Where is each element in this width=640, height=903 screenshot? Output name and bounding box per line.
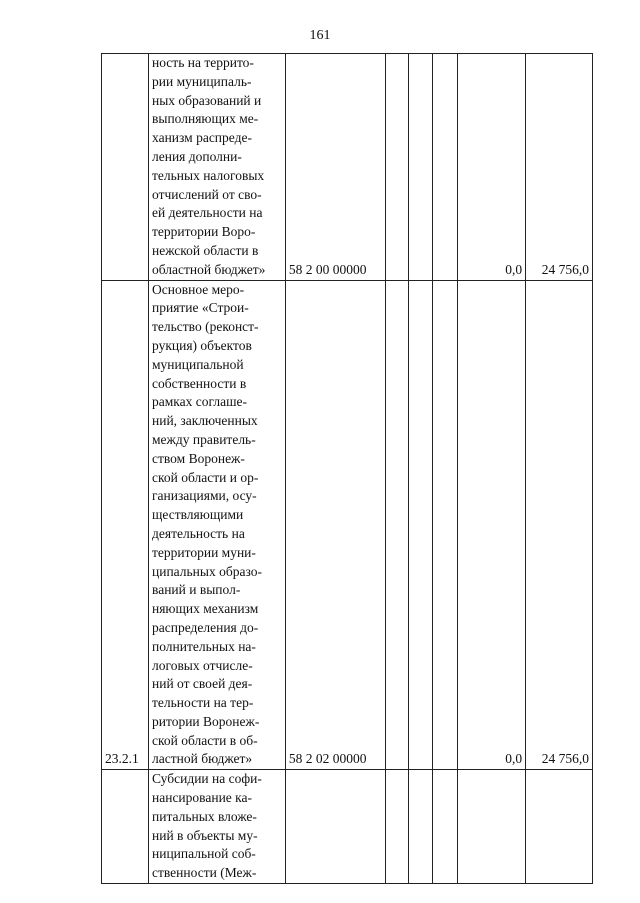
value-cell: 0,0 — [458, 280, 526, 770]
value-cell — [526, 770, 593, 884]
value-cell — [458, 770, 526, 884]
empty-cell — [386, 54, 409, 281]
value-cell: 24 756,0 — [526, 280, 593, 770]
table-row — [102, 54, 593, 281]
row-number-cell — [102, 54, 149, 281]
row-number-cell — [102, 770, 149, 884]
empty-cell — [433, 54, 458, 281]
table-row — [102, 280, 593, 770]
page-number: 161 — [309, 28, 331, 43]
description-cell: Основное меро- приятие «Строи- тельство (реконст- рукция) объектов муниципальной собственности в рамках соглаше- ний, заключенных между правитель- ством Воронеж- ской области и ор- ганизациями, осу- ществляющими деятельность на территории муни- ципальных образо- ваний и выпол- няющих механизм распределения до- полнительных на- логовых отчисле- ний от своей дея- тельности на тер- ритории Воронеж- ской области в об- ластной бюджет» — [149, 280, 286, 770]
budget-table — [101, 53, 593, 884]
empty-cell — [433, 280, 458, 770]
row-number-cell: 23.2.1 — [102, 280, 149, 770]
empty-cell — [409, 280, 433, 770]
empty-cell — [433, 770, 458, 884]
value-cell: 0,0 — [458, 54, 526, 281]
code-cell: 58 2 00 00000 — [285, 54, 385, 281]
empty-cell — [409, 54, 433, 281]
description-cell: Субсидии на софи- нансирование ка- питальных вложе- ний в объекты му- ниципальной соб- ственности (Меж- — [149, 770, 286, 884]
code-cell — [285, 770, 385, 884]
code-cell: 58 2 02 00000 — [285, 280, 385, 770]
table-row — [102, 770, 593, 884]
empty-cell — [409, 770, 433, 884]
empty-cell — [386, 770, 409, 884]
description-cell: ность на террито- рии муниципаль- ных образований и выполняющих ме- ханизм распреде- ления дополни- тельных налоговых отчислений от сво- ей деятельности на территории Воро- нежской области в областной бюджет» — [149, 54, 286, 281]
value-cell: 24 756,0 — [526, 54, 593, 281]
empty-cell — [386, 280, 409, 770]
